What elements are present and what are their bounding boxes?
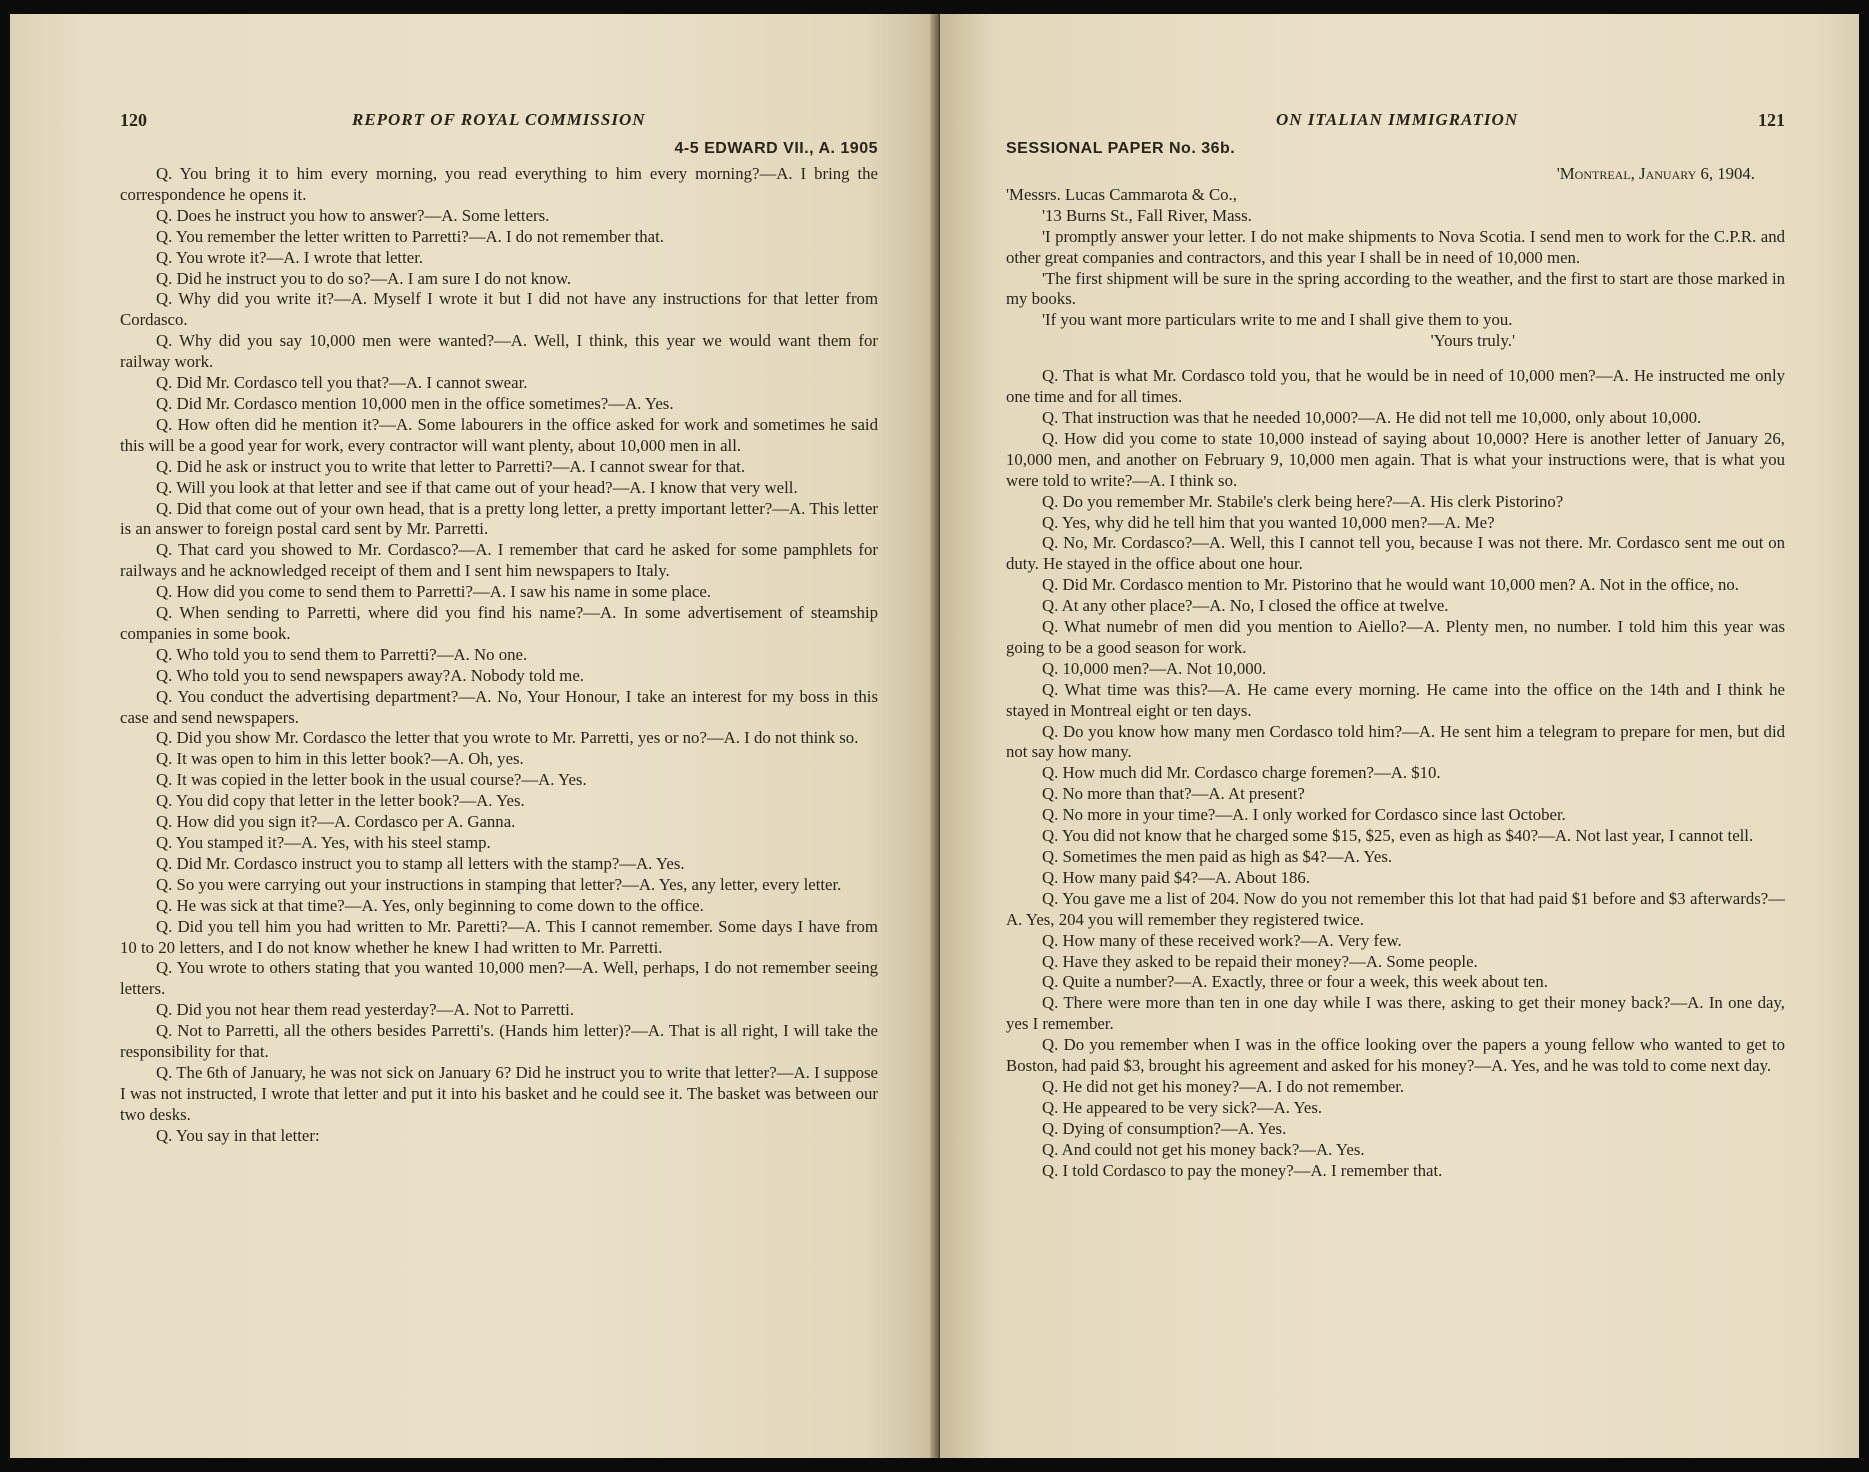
paragraph: Q. Who told you to send them to Parretti?—A. No one.	[156, 644, 528, 664]
paragraph: Q. You did copy that letter in the letter book?—A. Yes.	[156, 791, 525, 811]
paragraph: Q. Sometimes the men paid as high as $4?—A. Yes.	[1042, 847, 1393, 866]
paragraph: Q. He appeared to be very sick?—A. Yes.	[1042, 1097, 1323, 1117]
paragraph: Q. No more than that?—A. At present?	[1042, 784, 1305, 804]
left-body-text	[120, 164, 878, 1147]
paragraph: Q. How much did Mr. Cordasco charge foremen?—A. $10.	[1042, 763, 1441, 783]
paragraph: Q. You did not know that he charged some $15, $25, even as high as $40?—A. Not last year, I cannot tell.	[1042, 826, 1754, 846]
paragraph: Q. Did he instruct you to do so?—A. I am sure I do not know.	[156, 268, 572, 288]
letter-address: '13 Burns St., Fall River, Mass.	[1042, 205, 1252, 225]
paragraph: Q. That card you showed to Mr. Cordasco?—A. I remember that card he asked for some pamphlets for railways and he acknowledged receipt of them and I sent him newspapers to Italy.	[120, 540, 878, 581]
letter-body	[1006, 227, 1785, 332]
paragraph: Q. How many paid $4?—A. About 186.	[1042, 867, 1311, 887]
paragraph: Q. No, Mr. Cordasco?—A. Well, this I cannot tell you, because I was not there. Mr. Cordasco sent me out on duty. He stayed in the office about one hour.	[1006, 533, 1785, 574]
paragraph: Q. Yes, why did he tell him that you wanted 10,000 men?—A. Me?	[1042, 512, 1495, 532]
letter-signoff: 'Yours truly.'	[1430, 331, 1515, 351]
paragraph: Q. How often did he mention it?—A. Some labourers in the office asked for work and sometimes he said this will be a good year for work, every contractor will want plenty, about 10,000 men in all.	[120, 414, 878, 455]
letter-date: 'Montreal, January 6, 1904.	[1556, 164, 1755, 183]
paragraph: Q. There were more than ten in one day while I was there, asking to get their money back?—A. In one day, yes I remember.	[1006, 993, 1785, 1034]
paragraph: Q. Do you remember Mr. Stabile's clerk being here?—A. His clerk Pistorino?	[1042, 491, 1564, 511]
paragraph: Q. You remember the letter written to Parretti?—A. I do not remember that.	[156, 226, 664, 246]
paragraph: Q. Do you know how many men Cordasco told him?—A. He sent him a telegram to prepare for men, but did not say how many.	[1006, 721, 1785, 762]
paragraph: 'I promptly answer your letter. I do not make shipments to Nova Scotia. I send men to work for the C.P.R. and other great companies and contractors, and this year I shall be in need of 10,000 men.	[1006, 226, 1785, 267]
paragraph: Q. How did you sign it?—A. Cordasco per A. Ganna.	[156, 812, 516, 832]
paragraph: Q. Why did you write it?—A. Myself I wrote it but I did not have any instructions for that letter from Cordasco.	[120, 289, 878, 330]
paragraph: Q. Did Mr. Cordasco tell you that?—A. I cannot swear.	[156, 373, 528, 393]
paragraph: Q. No more in your time?—A. I only worked for Cordasco since last October.	[1042, 805, 1566, 825]
paragraph: Q. Do you remember when I was in the office looking over the papers a young fellow who wanted to get to Boston, had paid $3, brought his agreement and asked for his money?—A. Yes, and he was told to come next day.	[1006, 1035, 1785, 1076]
right-page-number: 121	[1758, 110, 1785, 130]
paragraph: Q. Does he instruct you how to answer?—A. Some letters.	[156, 205, 550, 225]
paragraph: Q. Dying of consumption?—A. Yes.	[1042, 1118, 1287, 1138]
left-sub-header: 4-5 EDWARD VII., A. 1905	[674, 140, 878, 157]
paragraph: Q. Who told you to send newspapers away?A. Nobody told me.	[156, 665, 585, 685]
paragraph: Q. Have they asked to be repaid their money?—A. Some people.	[1042, 951, 1478, 971]
paragraph: Q. What numebr of men did you mention to Aiello?—A. Plenty men, no number. I told him this year was going to be a good season for work.	[1006, 617, 1785, 657]
paragraph: Q. He did not get his money?—A. I do not remember.	[1042, 1076, 1405, 1096]
paragraph: Q. How many of these received work?—A. Very few.	[1042, 930, 1402, 950]
right-body-text	[1006, 366, 1785, 1181]
paragraph: Q. Did Mr. Cordasco instruct you to stamp all letters with the stamp?—A. Yes.	[156, 853, 685, 873]
paragraph: Q. Not to Parretti, all the others besides Parretti's. (Hands him letter)?—A. That is all right, I will take the responsibility for that.	[120, 1021, 878, 1062]
paragraph: Q. You say in that letter:	[156, 1125, 320, 1145]
paragraph: Q. Did you not hear them read yesterday?—A. Not to Parretti.	[156, 1000, 575, 1020]
paragraph: Q. Did Mr. Cordasco mention to Mr. Pistorino that he would want 10,000 men? A. Not in the office, no.	[1042, 575, 1739, 595]
right-running-head	[1006, 110, 1785, 140]
left-page-number: 120	[120, 110, 147, 130]
paragraph: Q. You wrote it?—A. I wrote that letter.	[156, 247, 424, 267]
paragraph: Q. I told Cordasco to pay the money?—A. I remember that.	[1042, 1160, 1443, 1180]
paragraph: Q. So you were carrying out your instructions in stamping that letter?—A. Yes, any letter, every letter.	[156, 874, 842, 894]
paragraph: Q. 10,000 men?—A. Not 10,000.	[1042, 658, 1267, 678]
paragraph: Q. You gave me a list of 204. Now do you not remember this lot that had paid $1 before and $3 afterwards?—A. Yes, 204 you will remember they registered twice.	[1006, 888, 1785, 929]
right-running-title: ON ITALIAN IMMIGRATION	[1276, 110, 1519, 129]
paragraph: Q. What time was this?—A. He came every morning. He came into the office on the 14th and I think he stayed in Montreal eight or ten days.	[1006, 679, 1785, 720]
paragraph: Q. At any other place?—A. No, I closed the office at twelve.	[1042, 596, 1449, 616]
paragraph: Q. You conduct the advertising department?—A. No, Your Honour, I take an interest for my boss in this case and send newspapers.	[120, 686, 878, 727]
right-sub-header: SESSIONAL PAPER No. 36b.	[1006, 140, 1236, 157]
left-page	[10, 14, 938, 1458]
paragraph: Q. And could not get his money back?—A. Yes.	[1042, 1139, 1365, 1159]
paragraph: Q. The 6th of January, he was not sick on January 6? Did he instruct you to write that letter?—A. I suppose I was not instructed, I wrote that letter and put it into his basket and he could see it. The basket was between our two desks.	[120, 1062, 878, 1124]
paragraph: Q. You wrote to others stating that you wanted 10,000 men?—A. Well, perhaps, I do not remember seeing letters.	[120, 958, 878, 999]
letter-addressee: 'Messrs. Lucas Cammarota & Co.,	[1006, 184, 1237, 204]
paragraph: Q. Will you look at that letter and see if that came out of your head?—A. I know that very well.	[156, 477, 798, 497]
paragraph: Q. Did you show Mr. Cordasco the letter that you wrote to Mr. Parretti, yes or no?—A. I do not think so.	[156, 728, 859, 748]
paragraph: Q. Did he ask or instruct you to write that letter to Parretti?—A. I cannot swear for that.	[156, 456, 746, 476]
left-running-title: REPORT OF ROYAL COMMISSION	[352, 110, 646, 129]
left-running-head	[120, 110, 878, 140]
quoted-letter	[1006, 164, 1785, 352]
paragraph: Q. Did that come out of your own head, that is a pretty long letter, a pretty important letter?—A. This letter is an answer to foreign postal card sent by Mr. Parretti.	[120, 498, 878, 539]
paragraph: Q. You stamped it?—A. Yes, with his steel stamp.	[156, 833, 491, 852]
paragraph: Q. That instruction was that he needed 10,000?—A. He did not tell me 10,000, only about 10,000.	[1042, 407, 1702, 427]
paragraph: Q. How did you come to send them to Parretti?—A. I saw his name in some place.	[156, 582, 712, 602]
paragraph: 'If you want more particulars write to me and I shall give them to you.	[1042, 310, 1513, 330]
paragraph: Q. He was sick at that time?—A. Yes, only beginning to come down to the office.	[156, 895, 704, 915]
paragraph: Q. When sending to Parretti, where did you find his name?—A. In some advertisement of steamship companies in some book.	[120, 603, 878, 643]
paragraph: Q. How did you come to state 10,000 instead of saying about 10,000? Here is another letter of January 26, 10,000 men, and another on February 9, 10,000 men again. That is what your instructions were, that is what you were told to write?—A. I think so.	[1006, 428, 1785, 490]
paragraph: Q. Why did you say 10,000 men were wanted?—A. Well, I think, this year we would want them for railway work.	[120, 331, 878, 372]
paragraph: Q. It was open to him in this letter book?—A. Oh, yes.	[156, 749, 524, 769]
right-page	[940, 14, 1859, 1458]
paragraph: Q. Did Mr. Cordasco mention 10,000 men in the office sometimes?—A. Yes.	[156, 393, 674, 413]
paragraph: Q. Quite a number?—A. Exactly, three or four a week, this week about ten.	[1042, 972, 1548, 992]
paragraph: Q. You bring it to him every morning, you read everything to him every morning?—A. I bring the correspondence he opens it.	[120, 164, 878, 204]
paragraph: Q. That is what Mr. Cordasco told you, that he would be in need of 10,000 men?—A. He instructed me only one time and for all times.	[1006, 366, 1785, 407]
paragraph: 'The first shipment will be sure in the spring according to the weather, and the first to start are those marked in my books.	[1006, 268, 1785, 309]
paragraph: Q. Did you tell him you had written to Mr. Paretti?—A. This I cannot remember. Some days I have from 10 to 20 letters, and I do not know whether he knew I had written to Mr. Parretti.	[120, 916, 878, 957]
paragraph: Q. It was copied in the letter book in the usual course?—A. Yes.	[156, 770, 587, 790]
